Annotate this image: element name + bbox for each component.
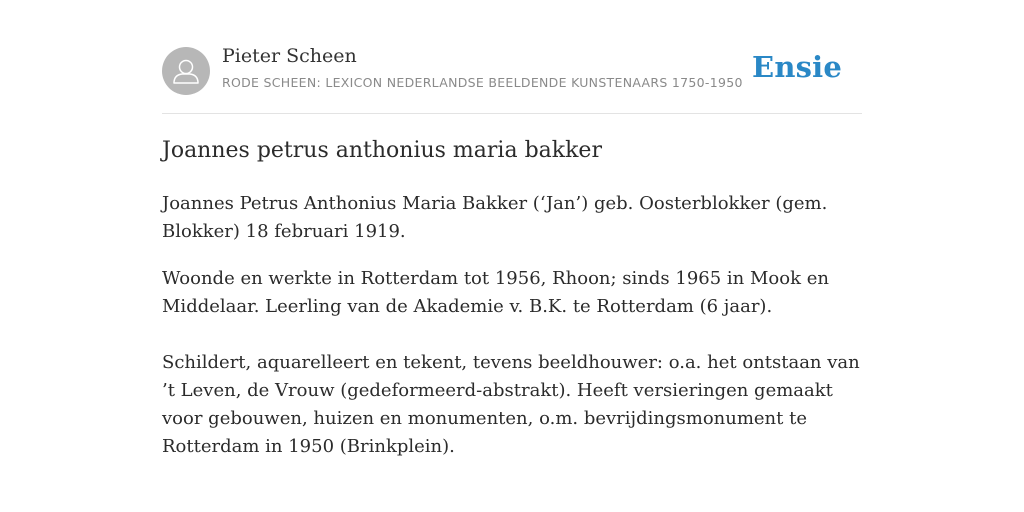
- entry-paragraph-2: Woonde en werkte in Rotterdam tot 1956, Rhoon; sinds 1965 in Mook en Middelaar. Leerling van de Akademie v. B.K. te Rotterdam (6 jaar).: [162, 268, 829, 317]
- author-header: [162, 0, 862, 114]
- user-silhouette-icon: [162, 47, 210, 95]
- entry-card: [162, 0, 862, 457]
- brand-logo[interactable]: Ensie: [752, 50, 842, 84]
- author-avatar[interactable]: [162, 47, 210, 95]
- author-name[interactable]: Pieter Scheen: [222, 45, 357, 67]
- entry-paragraph-3: Schildert, aquarelleert en tekent, tevens beeldhouwer: o.a. het ontstaan van ’t Leven, de Vrouw (gedeformeerd-abstrakt). Heeft versieringen gemaakt voor gebouwen, huizen en monumenten, o.m. bevrijdingsmonument te Rotterdam in 1950 (Brinkplein).: [162, 352, 860, 457]
- entry-paragraph-1: Joannes Petrus Anthonius Maria Bakker (‘Jan’) geb. Oosterblokker (gem. Blokker) 18 februari 1919.: [162, 193, 828, 242]
- source-label[interactable]: RODE SCHEEN: LEXICON NEDERLANDSE BEELDENDE KUNSTENAARS 1750-1950: [222, 75, 743, 90]
- entry-title: Joannes petrus anthonius maria bakker: [162, 138, 602, 163]
